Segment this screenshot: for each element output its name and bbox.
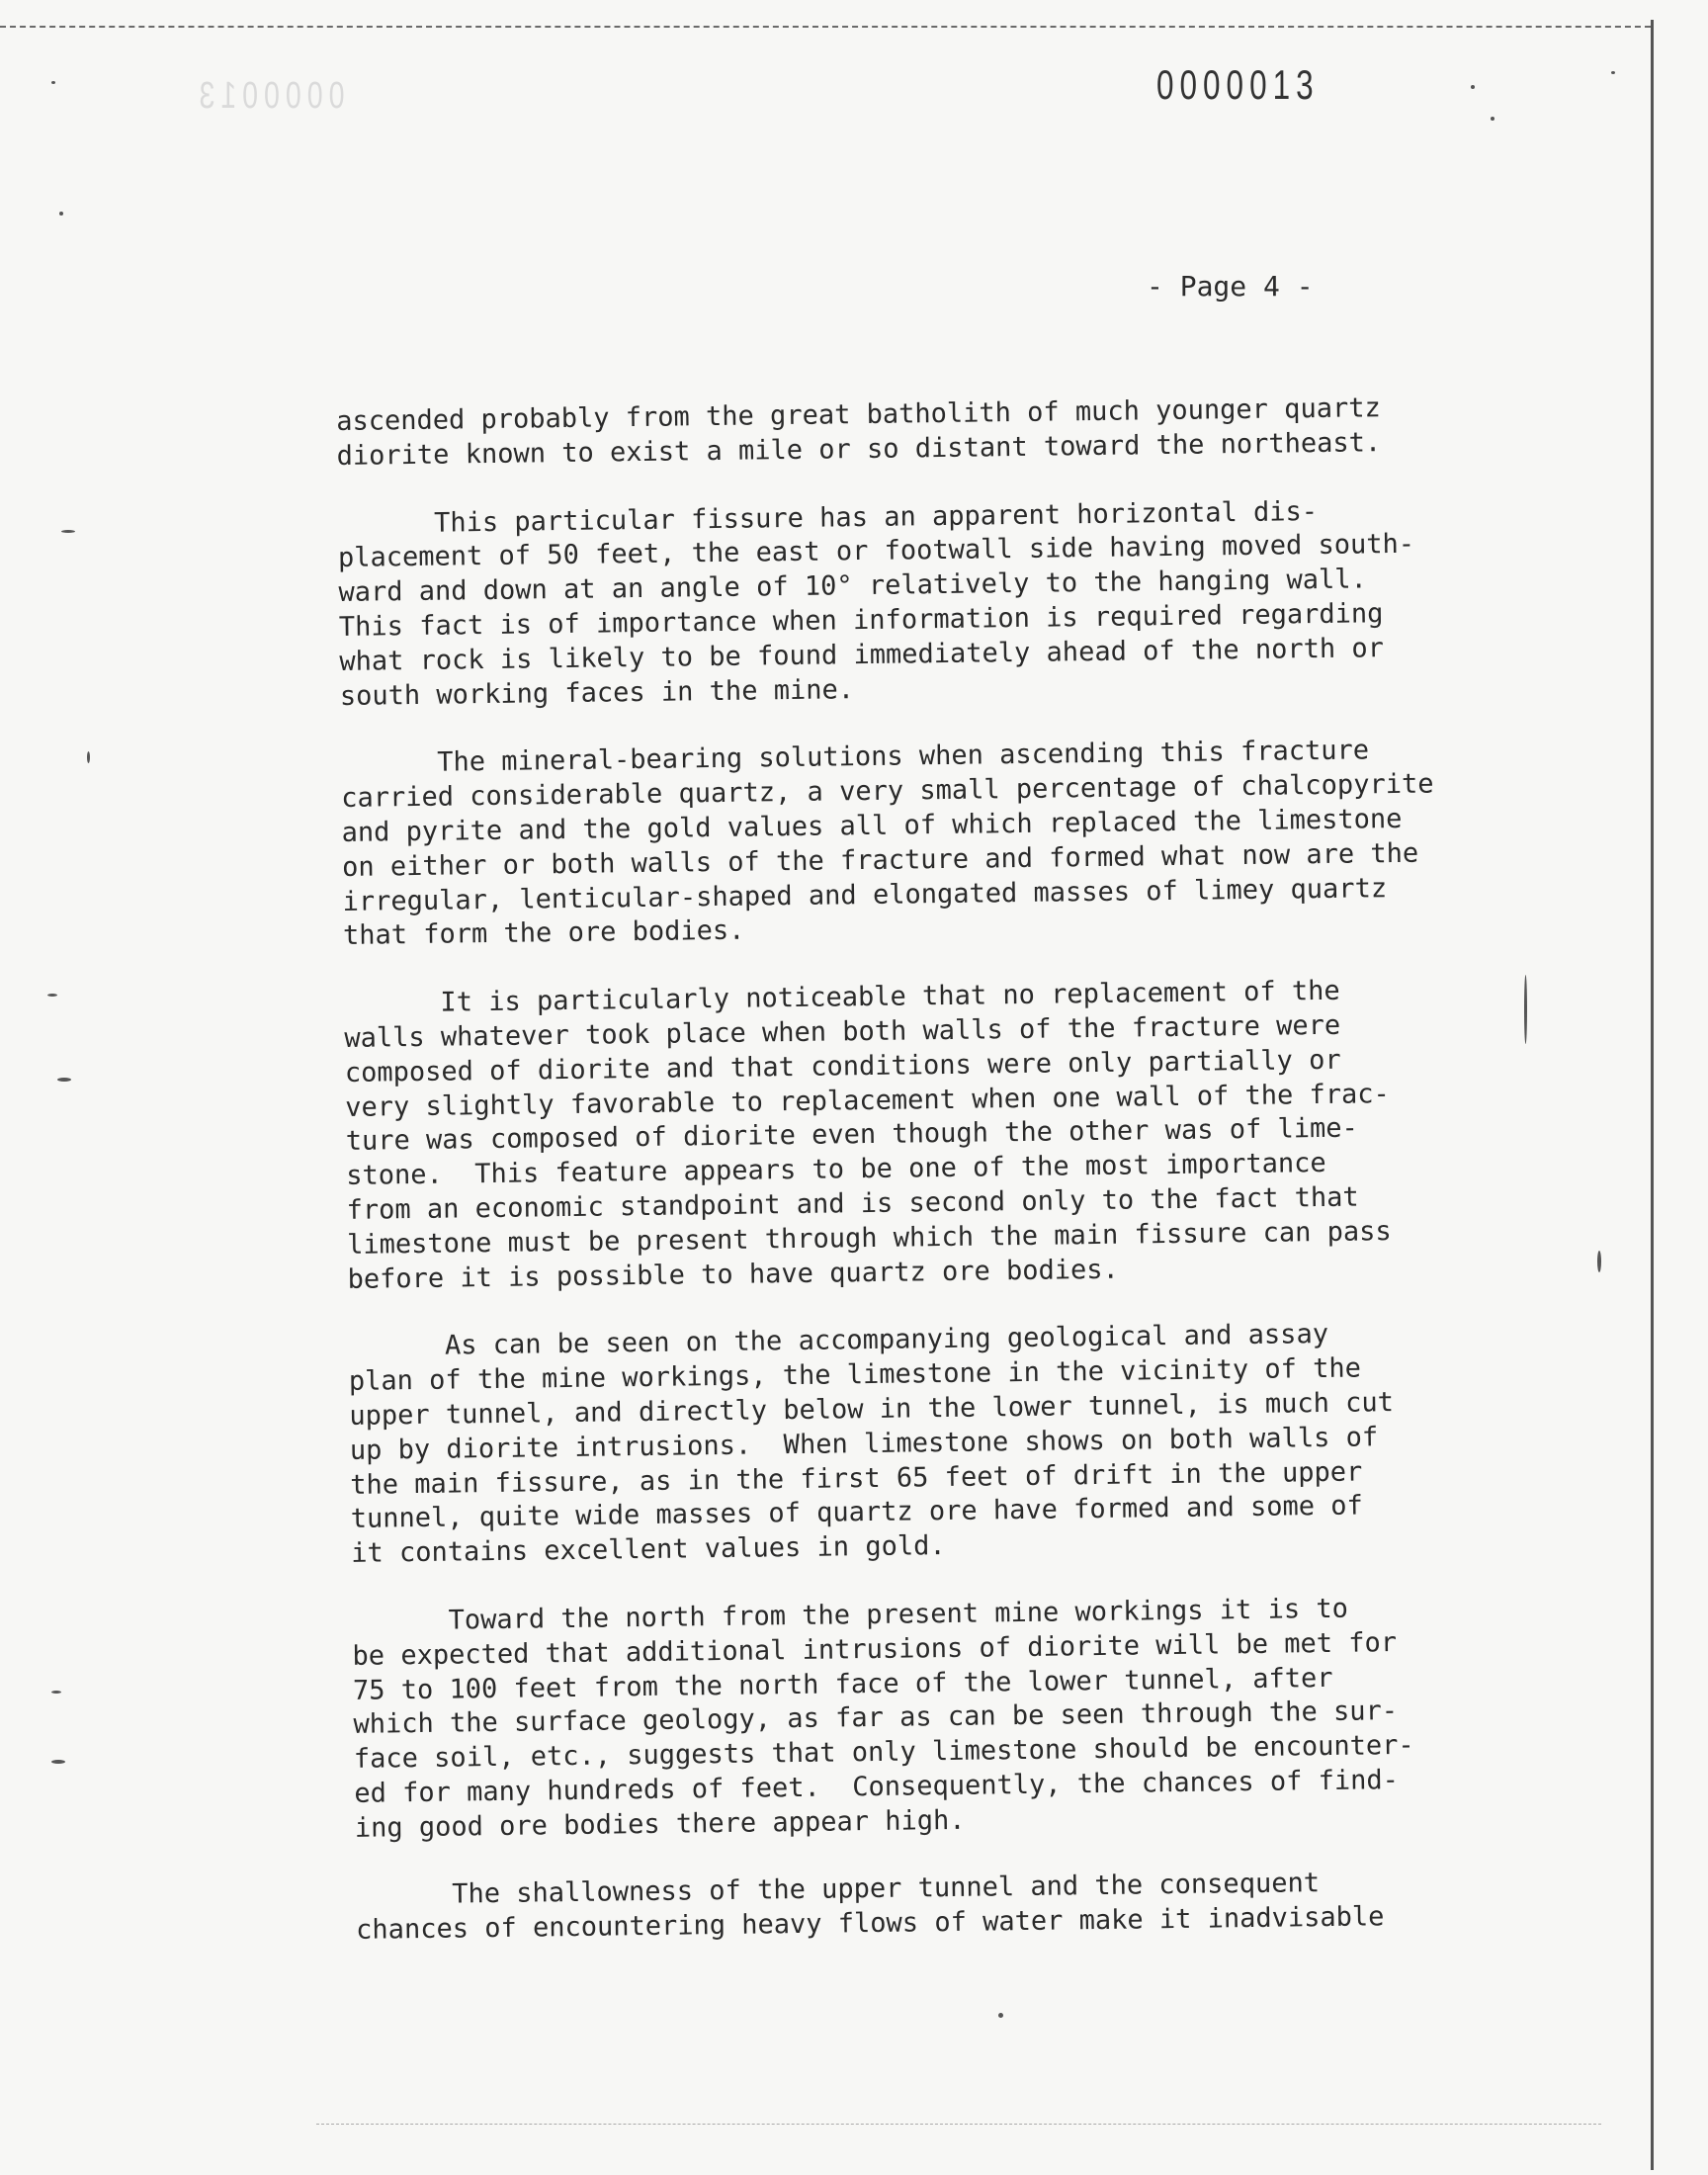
text-line: irregular, lenticular-shaped and elongated masses of limey quartz [342, 872, 1388, 917]
text-line: from an economic standpoint and is second only to the fact that [346, 1181, 1359, 1226]
text-line: the main fissure, as in the first 65 feet of drift in the upper [350, 1456, 1363, 1501]
text-line: As can be seen on the accompanying geological and assay [348, 1319, 1329, 1363]
text-line: ascended probably from the great batholith of much younger quartz [336, 392, 1381, 437]
text-line: composed of diorite and that conditions were only partially or [344, 1044, 1341, 1088]
text-line: before it is possible to have quartz ore bodies. [347, 1254, 1119, 1295]
paragraph-1 [336, 391, 1503, 475]
paragraph-6 [352, 1590, 1521, 1846]
text-line: tunnel, quite wide masses of quartz ore have formed and some of [350, 1490, 1363, 1535]
text-line: face soil, etc., suggests that only limestone should be encounter- [353, 1729, 1414, 1775]
text-line: very slightly favorable to replacement when one wall of the frac- [345, 1078, 1391, 1123]
text-line: This fact is of importance when information is required regarding [338, 598, 1384, 643]
text-line: diorite known to exist a mile or so distant toward the northeast. [336, 426, 1382, 472]
text-line: that form the ore bodies. [342, 914, 745, 952]
paragraph-7 [356, 1865, 1523, 1949]
bates-stamp: 0000013 [1156, 61, 1320, 108]
paragraph-3 [341, 733, 1510, 954]
bates-stamp-bleedthrough: 0000013 [193, 75, 345, 117]
text-line: ward and down at an angle of 10° relatively to the hanging wall. [338, 564, 1367, 609]
text-line: This particular fissure has an apparent horizontal dis- [337, 495, 1319, 540]
text-line: what rock is likely to be found immediately ahead of the north or [339, 632, 1385, 677]
text-line: upper tunnel, and directly below in the lower tunnel, is much cut [349, 1387, 1395, 1432]
text-line: The shallowness of the upper tunnel and the consequent [355, 1868, 1321, 1912]
text-line: chances of encountering heavy flows of water make it inadvisable [355, 1901, 1385, 1947]
text-line: south working faces in the mine. [339, 673, 855, 712]
page-top-edge [0, 26, 1651, 28]
text-line: walls whatever took place when both walls of the fracture were [344, 1009, 1341, 1054]
text-line: Toward the north from the present mine workings it is to [351, 1593, 1349, 1637]
text-line: carried considerable quartz, a very small percentage of chalcopyrite [341, 768, 1434, 815]
paragraph-5 [348, 1316, 1517, 1572]
text-line: ture was composed of diorite even though the other was of lime- [345, 1112, 1358, 1158]
text-line: stone. This feature appears to be one of the most importance [346, 1148, 1326, 1192]
text-line: be expected that additional intrusions of diorite will be met for [352, 1626, 1398, 1672]
paragraph-2 [337, 492, 1506, 714]
text-line: It is particularly noticeable that no replacement of the [343, 975, 1340, 1020]
text-line: ing good ore bodies there appear high. [354, 1804, 966, 1844]
text-line: it contains excellent values in gold. [351, 1530, 946, 1570]
page-number: - Page 4 - [1147, 270, 1314, 303]
scan-bottom-rule [316, 2124, 1601, 2125]
text-line: ed for many hundreds of feet. Consequently, the chances of find- [354, 1764, 1400, 1809]
body-text [336, 391, 1523, 1982]
text-line: which the surface geology, as far as can be seen through the sur- [353, 1696, 1399, 1741]
text-line: placement of 50 feet, the east or footwall side having moved south- [337, 529, 1415, 574]
text-line: 75 to 100 feet from the north face of the lower tunnel, after [352, 1662, 1333, 1706]
text-line: up by diorite intrusions. When limestone shows on both walls of [349, 1422, 1379, 1466]
text-line: plan of the mine workings, the limestone in the vicinity of the [348, 1352, 1362, 1398]
text-line: on either or both walls of the fracture and formed what now are the [341, 837, 1419, 883]
paragraph-4 [344, 973, 1514, 1298]
text-line: and pyrite and the gold values all of which replaced the limestone [341, 803, 1403, 848]
text-line: limestone must be present through which the main fissure can pass [346, 1215, 1392, 1261]
page-right-edge [1651, 20, 1654, 2170]
text-line: The mineral-bearing solutions when ascending this fracture [340, 735, 1370, 780]
